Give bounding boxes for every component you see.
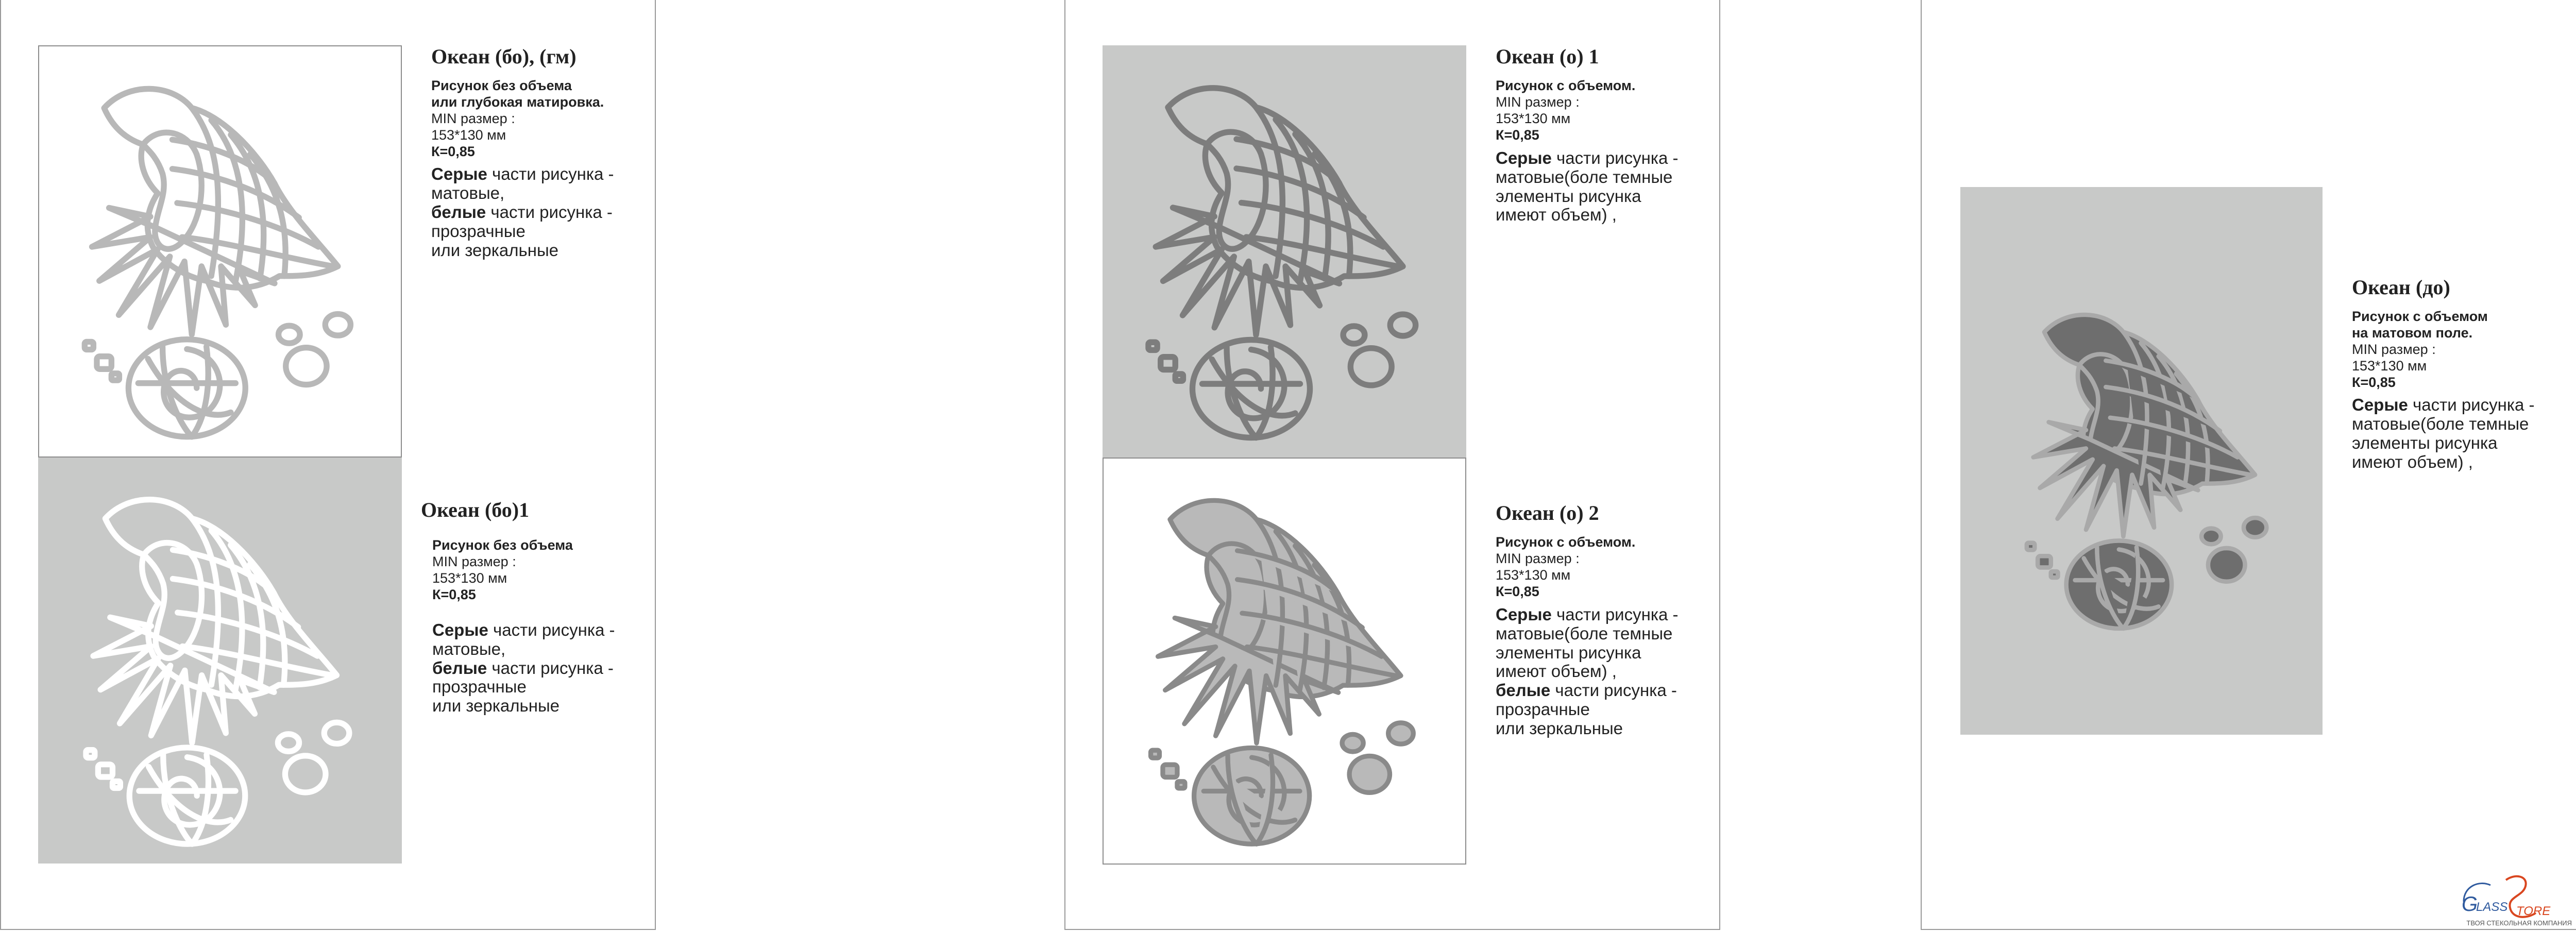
description bbox=[1496, 605, 1712, 739]
size-value: 153*130 мм bbox=[1496, 110, 1571, 126]
k-coefficient: К=0,85 bbox=[432, 586, 476, 602]
desc-bold: белые bbox=[432, 658, 487, 678]
text-block-bo-gm bbox=[431, 44, 648, 260]
glass-store-logo bbox=[2459, 871, 2572, 930]
preview-panel-bo1 bbox=[38, 458, 402, 864]
k-coefficient: К=0,85 bbox=[1496, 127, 1539, 143]
desc-bold: белые bbox=[431, 202, 486, 222]
k-coefficient: К=0,85 bbox=[1496, 583, 1539, 599]
desc-bold: Серые bbox=[431, 164, 487, 184]
seashell-icon bbox=[38, 458, 402, 864]
desc-bold: Серые bbox=[1496, 604, 1552, 624]
min-size-label: MIN размер : bbox=[432, 554, 516, 570]
desc-text: части рисунка - матовые(боле темные элементы рисунка имеют объем) , bbox=[1496, 604, 1679, 681]
desc-text: части рисунка - матовые(боле темные элементы рисунка имеют объем) , bbox=[1496, 148, 1679, 225]
design-title: Океан (о) 1 bbox=[1496, 45, 1599, 68]
desc-text: части рисунка - матовые, bbox=[431, 164, 614, 203]
min-size-label: MIN размер : bbox=[1496, 94, 1580, 110]
desc-bold: Серые bbox=[432, 620, 488, 639]
text-block-bo1 bbox=[421, 498, 648, 716]
sheet-1 bbox=[0, 0, 656, 930]
min-size-label: MIN размер : bbox=[431, 110, 515, 126]
desc-text: части рисунка - матовые(боле темные элементы рисунка имеют объем) , bbox=[2352, 395, 2535, 472]
svg-text:LASS: LASS bbox=[2476, 900, 2508, 914]
k-coefficient: К=0,85 bbox=[431, 143, 475, 159]
preview-panel-o2 bbox=[1103, 458, 1466, 865]
text-block-o1 bbox=[1496, 44, 1712, 225]
desc-text: части рисунка - матовые, bbox=[432, 620, 615, 658]
seashell-icon bbox=[1104, 459, 1465, 864]
desc-bold: белые bbox=[1496, 681, 1551, 700]
svg-text:TORE: TORE bbox=[2516, 904, 2551, 918]
size-value: 153*130 мм bbox=[2352, 358, 2427, 374]
seashell-icon bbox=[1960, 187, 2323, 735]
desc-text: части рисунка - прозрачные или зеркальные bbox=[431, 202, 613, 260]
min-size-label: MIN размер : bbox=[1496, 551, 1580, 567]
sheet-2 bbox=[1064, 0, 1720, 930]
seashell-icon bbox=[39, 46, 401, 456]
design-title: Океан (бо)1 bbox=[421, 498, 530, 521]
min-size-label: MIN размер : bbox=[2352, 341, 2436, 357]
size-value: 153*130 мм bbox=[432, 570, 507, 586]
size-value: 153*130 мм bbox=[1496, 567, 1571, 583]
preview-panel-do bbox=[1960, 187, 2323, 735]
svg-text:G: G bbox=[2462, 893, 2478, 916]
design-subtitle: Рисунок с объемом. bbox=[1496, 78, 1636, 94]
text-block-do bbox=[2352, 275, 2568, 472]
design-title: Океан (о) 2 bbox=[1496, 501, 1599, 524]
description bbox=[432, 621, 648, 716]
preview-panel-o1 bbox=[1103, 45, 1466, 458]
description bbox=[1496, 149, 1712, 225]
design-subtitle: Рисунок без объема bbox=[432, 537, 573, 553]
desc-bold: Серые bbox=[1496, 148, 1552, 167]
design-title: Океан (до) bbox=[2352, 276, 2450, 299]
design-subtitle: Рисунок без объема или глубокая матировка. bbox=[431, 78, 604, 110]
desc-text: части рисунка - прозрачные или зеркальные bbox=[432, 658, 614, 716]
desc-text: части рисунка - прозрачные или зеркальные bbox=[1496, 681, 1677, 738]
description bbox=[431, 165, 648, 260]
desc-bold: Серые bbox=[2352, 395, 2408, 415]
seashell-icon bbox=[1103, 45, 1466, 458]
text-block-o2 bbox=[1496, 501, 1712, 738]
logo-tagline: ТВОЯ СТЕКОЛЬНАЯ КОМПАНИЯ bbox=[2466, 919, 2572, 927]
size-value: 153*130 мм bbox=[431, 127, 506, 143]
design-subtitle: Рисунок с объемом. bbox=[1496, 534, 1636, 550]
design-subtitle: Рисунок с объемом на матовом поле. bbox=[2352, 309, 2488, 341]
sheet-3 bbox=[1921, 0, 2576, 930]
preview-panel-bo-gm bbox=[38, 45, 402, 458]
description bbox=[2352, 396, 2568, 472]
design-title: Океан (бо), (гм) bbox=[431, 45, 577, 68]
k-coefficient: К=0,85 bbox=[2352, 374, 2396, 390]
